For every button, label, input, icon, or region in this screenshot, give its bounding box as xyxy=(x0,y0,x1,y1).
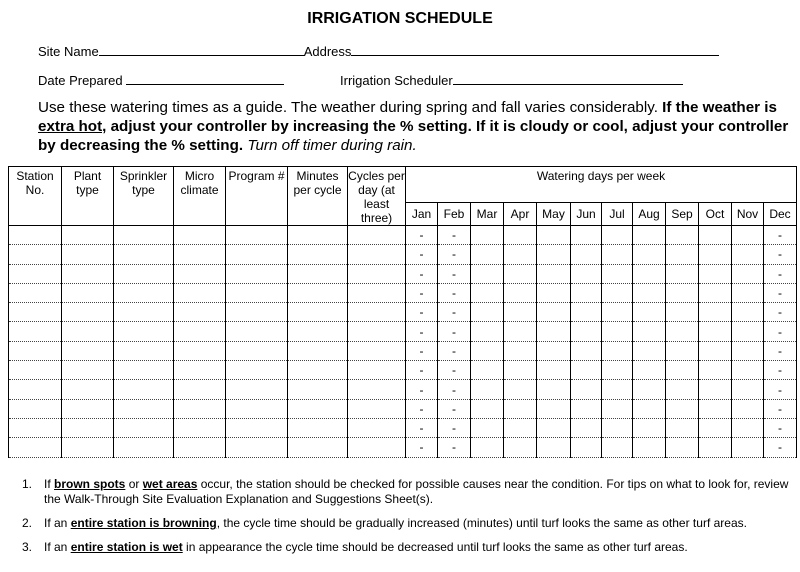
site-name-field[interactable] xyxy=(99,42,304,56)
month-header-apr: Apr xyxy=(504,203,537,226)
schedule-cell[interactable] xyxy=(62,418,114,437)
month-header-mar: Mar xyxy=(471,203,504,226)
table-row xyxy=(9,399,797,418)
schedule-cell[interactable] xyxy=(226,303,288,322)
day-cell[interactable] xyxy=(504,341,537,360)
day-cell[interactable] xyxy=(699,322,732,341)
day-cell[interactable] xyxy=(471,341,504,360)
schedule-cell[interactable] xyxy=(226,399,288,418)
day-cell[interactable] xyxy=(471,361,504,380)
note-emphasis: entire station is browning xyxy=(70,516,217,530)
day-cell[interactable]: - xyxy=(406,341,438,360)
header-watering-days: Watering days per week xyxy=(406,167,797,203)
day-cell[interactable] xyxy=(471,264,504,283)
day-cell[interactable] xyxy=(732,245,764,264)
day-cell[interactable] xyxy=(571,283,602,302)
day-cell[interactable] xyxy=(633,283,666,302)
day-cell[interactable]: - xyxy=(406,245,438,264)
day-cell[interactable] xyxy=(537,361,571,380)
note-emphasis: brown spots xyxy=(54,477,126,491)
day-cell[interactable] xyxy=(699,283,732,302)
month-header-nov: Nov xyxy=(732,203,764,226)
day-cell[interactable]: - xyxy=(764,322,797,341)
schedule-cell[interactable] xyxy=(9,264,62,283)
day-cell[interactable] xyxy=(602,418,633,437)
date-prepared-field[interactable] xyxy=(126,71,284,85)
schedule-cell[interactable] xyxy=(62,245,114,264)
schedule-cell[interactable] xyxy=(62,264,114,283)
day-cell[interactable] xyxy=(732,380,764,399)
day-cell[interactable] xyxy=(571,245,602,264)
day-cell[interactable] xyxy=(504,283,537,302)
schedule-cell[interactable] xyxy=(174,399,226,418)
schedule-cell[interactable] xyxy=(114,322,174,341)
schedule-cell[interactable] xyxy=(114,341,174,360)
day-cell[interactable]: - xyxy=(438,322,471,341)
schedule-cell[interactable] xyxy=(114,380,174,399)
day-cell[interactable] xyxy=(471,380,504,399)
schedule-cell[interactable] xyxy=(288,361,348,380)
day-cell[interactable] xyxy=(699,303,732,322)
schedule-cell[interactable] xyxy=(114,418,174,437)
day-cell[interactable] xyxy=(666,380,699,399)
day-cell[interactable] xyxy=(602,245,633,264)
month-header-oct: Oct xyxy=(699,203,732,226)
day-cell[interactable] xyxy=(602,303,633,322)
address-field[interactable] xyxy=(351,42,719,56)
schedule-cell[interactable] xyxy=(348,283,406,302)
day-cell[interactable] xyxy=(602,341,633,360)
schedule-cell[interactable] xyxy=(348,418,406,437)
table-row xyxy=(9,418,797,437)
day-cell[interactable]: - xyxy=(406,361,438,380)
schedule-cell[interactable] xyxy=(62,322,114,341)
month-header-jul: Jul xyxy=(602,203,633,226)
day-cell[interactable] xyxy=(537,245,571,264)
schedule-cell[interactable] xyxy=(174,341,226,360)
day-cell[interactable] xyxy=(732,226,764,245)
schedule-cell[interactable] xyxy=(348,341,406,360)
day-cell[interactable]: - xyxy=(764,399,797,418)
day-cell[interactable]: - xyxy=(764,341,797,360)
schedule-cell[interactable] xyxy=(348,438,406,457)
schedule-cell[interactable] xyxy=(114,438,174,457)
day-cell[interactable] xyxy=(732,303,764,322)
schedule-cell[interactable] xyxy=(62,303,114,322)
note-text: or xyxy=(125,477,143,491)
day-cell[interactable] xyxy=(732,438,764,457)
schedule-cell[interactable] xyxy=(114,264,174,283)
schedule-cell[interactable] xyxy=(288,438,348,457)
schedule-cell[interactable] xyxy=(348,361,406,380)
note-3 xyxy=(22,540,797,555)
day-cell[interactable]: - xyxy=(406,226,438,245)
schedule-table xyxy=(8,166,797,458)
day-cell[interactable]: - xyxy=(406,438,438,457)
day-cell[interactable]: - xyxy=(764,418,797,437)
day-cell[interactable] xyxy=(699,438,732,457)
day-cell[interactable] xyxy=(666,418,699,437)
schedule-cell[interactable] xyxy=(62,226,114,245)
schedule-cell[interactable] xyxy=(174,226,226,245)
day-cell[interactable] xyxy=(732,399,764,418)
schedule-cell[interactable] xyxy=(174,283,226,302)
day-cell[interactable] xyxy=(666,322,699,341)
note-text: occur, the station should be checked for possible causes near the condition. For tips on what to look for, review the Walk-Through Site Evaluation Explanation and Suggestions Sheet(s). xyxy=(44,477,789,506)
guide-paragraph xyxy=(38,98,794,155)
day-cell[interactable] xyxy=(537,264,571,283)
day-cell[interactable] xyxy=(699,341,732,360)
note-1 xyxy=(22,477,797,507)
schedule-cell[interactable] xyxy=(174,322,226,341)
day-cell[interactable]: - xyxy=(438,245,471,264)
day-cell[interactable]: - xyxy=(438,399,471,418)
guide-text-5: Turn off timer during rain. xyxy=(247,137,417,154)
schedule-cell[interactable] xyxy=(226,418,288,437)
day-cell[interactable] xyxy=(471,303,504,322)
month-header-may: May xyxy=(537,203,571,226)
day-cell[interactable] xyxy=(571,264,602,283)
notes-list xyxy=(22,477,797,564)
schedule-cell[interactable] xyxy=(114,303,174,322)
schedule-cell[interactable] xyxy=(288,226,348,245)
day-cell[interactable] xyxy=(633,438,666,457)
day-cell[interactable] xyxy=(732,341,764,360)
day-cell[interactable] xyxy=(471,399,504,418)
day-cell[interactable] xyxy=(504,245,537,264)
month-header-sep: Sep xyxy=(666,203,699,226)
day-cell[interactable]: - xyxy=(406,399,438,418)
schedule-cell[interactable] xyxy=(114,245,174,264)
day-cell[interactable]: - xyxy=(438,283,471,302)
schedule-cell[interactable] xyxy=(9,399,62,418)
day-cell[interactable] xyxy=(732,283,764,302)
day-cell[interactable] xyxy=(633,264,666,283)
day-cell[interactable] xyxy=(471,283,504,302)
note-text: If xyxy=(44,477,55,491)
day-cell[interactable] xyxy=(537,303,571,322)
month-header-aug: Aug xyxy=(633,203,666,226)
schedule-cell[interactable] xyxy=(226,341,288,360)
schedule-cell[interactable] xyxy=(348,264,406,283)
day-cell[interactable] xyxy=(602,322,633,341)
day-cell[interactable] xyxy=(666,245,699,264)
schedule-cell[interactable] xyxy=(288,341,348,360)
day-cell[interactable]: - xyxy=(764,264,797,283)
schedule-cell[interactable] xyxy=(226,283,288,302)
table-row xyxy=(9,341,797,360)
schedule-cell[interactable] xyxy=(288,264,348,283)
schedule-cell[interactable] xyxy=(226,264,288,283)
day-cell[interactable] xyxy=(571,303,602,322)
schedule-cell[interactable] xyxy=(348,380,406,399)
schedule-cell[interactable] xyxy=(114,283,174,302)
day-cell[interactable] xyxy=(504,418,537,437)
header-minutes: Minutes per cycle xyxy=(288,167,348,226)
schedule-cell[interactable] xyxy=(226,322,288,341)
day-cell[interactable] xyxy=(602,361,633,380)
schedule-cell[interactable] xyxy=(9,283,62,302)
schedule-cell[interactable] xyxy=(288,283,348,302)
day-cell[interactable] xyxy=(633,245,666,264)
address-label: Address xyxy=(303,44,352,59)
guide-text-2: If the weather is xyxy=(662,99,777,116)
schedule-cell[interactable] xyxy=(174,418,226,437)
table-row xyxy=(9,361,797,380)
day-cell[interactable] xyxy=(504,226,537,245)
note-text: If an xyxy=(44,516,71,530)
schedule-cell[interactable] xyxy=(174,438,226,457)
note-number: 3. xyxy=(22,540,33,554)
table-row xyxy=(9,380,797,399)
day-cell[interactable]: - xyxy=(438,303,471,322)
day-cell[interactable]: - xyxy=(764,361,797,380)
guide-text-4: adjust your controller by increasing the % setting. If it is cloudy or cool, adjust your controller by decreasing the % setting. xyxy=(38,118,789,154)
header-station: Station No. xyxy=(9,167,62,226)
day-cell[interactable] xyxy=(666,399,699,418)
day-cell[interactable] xyxy=(699,418,732,437)
day-cell[interactable] xyxy=(537,283,571,302)
day-cell[interactable] xyxy=(571,399,602,418)
schedule-cell[interactable] xyxy=(226,380,288,399)
month-header-jun: Jun xyxy=(571,203,602,226)
day-cell[interactable] xyxy=(571,418,602,437)
schedule-cell[interactable] xyxy=(348,226,406,245)
schedule-cell[interactable] xyxy=(114,226,174,245)
day-cell[interactable] xyxy=(571,341,602,360)
day-cell[interactable]: - xyxy=(764,303,797,322)
date-row xyxy=(38,71,284,88)
day-cell[interactable] xyxy=(633,226,666,245)
day-cell[interactable] xyxy=(633,322,666,341)
day-cell[interactable] xyxy=(699,245,732,264)
site-name-label: Site Name xyxy=(38,44,99,59)
schedule-cell[interactable] xyxy=(9,341,62,360)
day-cell[interactable] xyxy=(732,322,764,341)
day-cell[interactable] xyxy=(699,380,732,399)
day-cell[interactable]: - xyxy=(764,438,797,457)
day-cell[interactable]: - xyxy=(406,303,438,322)
schedule-cell[interactable] xyxy=(62,283,114,302)
day-cell[interactable] xyxy=(732,361,764,380)
day-cell[interactable] xyxy=(537,322,571,341)
day-cell[interactable] xyxy=(504,361,537,380)
day-cell[interactable]: - xyxy=(438,361,471,380)
day-cell[interactable] xyxy=(666,283,699,302)
schedule-cell[interactable] xyxy=(62,361,114,380)
schedule-cell[interactable] xyxy=(288,322,348,341)
day-cell[interactable] xyxy=(666,264,699,283)
day-cell[interactable] xyxy=(633,399,666,418)
note-text: If an xyxy=(44,540,71,554)
schedule-cell[interactable] xyxy=(348,245,406,264)
day-cell[interactable]: - xyxy=(438,341,471,360)
guide-text-1: Use these watering times as a guide. The weather during spring and fall varies considerably. xyxy=(38,99,658,116)
schedule-cell[interactable] xyxy=(226,226,288,245)
schedule-cell[interactable] xyxy=(348,399,406,418)
page-title: IRRIGATION SCHEDULE xyxy=(307,10,493,27)
table-row xyxy=(9,283,797,302)
day-cell[interactable] xyxy=(571,226,602,245)
day-cell[interactable] xyxy=(504,380,537,399)
day-cell[interactable] xyxy=(471,438,504,457)
schedule-cell[interactable] xyxy=(174,264,226,283)
day-cell[interactable] xyxy=(571,361,602,380)
day-cell[interactable]: - xyxy=(438,418,471,437)
day-cell[interactable]: - xyxy=(406,264,438,283)
day-cell[interactable]: - xyxy=(764,380,797,399)
day-cell[interactable]: - xyxy=(764,283,797,302)
day-cell[interactable] xyxy=(699,399,732,418)
schedule-cell[interactable] xyxy=(9,361,62,380)
day-cell[interactable]: - xyxy=(764,226,797,245)
day-cell[interactable] xyxy=(537,341,571,360)
guide-text-3: extra hot, xyxy=(38,118,107,135)
day-cell[interactable] xyxy=(666,438,699,457)
day-cell[interactable] xyxy=(633,418,666,437)
day-cell[interactable] xyxy=(537,399,571,418)
schedule-cell[interactable] xyxy=(9,226,62,245)
table-row xyxy=(9,322,797,341)
day-cell[interactable] xyxy=(602,399,633,418)
day-cell[interactable] xyxy=(633,361,666,380)
day-cell[interactable] xyxy=(571,380,602,399)
schedule-cell[interactable] xyxy=(174,380,226,399)
day-cell[interactable]: - xyxy=(438,226,471,245)
day-cell[interactable] xyxy=(666,341,699,360)
day-cell[interactable] xyxy=(633,303,666,322)
day-cell[interactable]: - xyxy=(406,418,438,437)
day-cell[interactable] xyxy=(732,264,764,283)
day-cell[interactable] xyxy=(471,226,504,245)
day-cell[interactable]: - xyxy=(406,283,438,302)
day-cell[interactable] xyxy=(666,226,699,245)
table-row xyxy=(9,438,797,457)
day-cell[interactable] xyxy=(602,264,633,283)
note-2 xyxy=(22,516,797,531)
schedule-cell[interactable] xyxy=(174,361,226,380)
day-cell[interactable] xyxy=(504,438,537,457)
day-cell[interactable] xyxy=(602,283,633,302)
day-cell[interactable] xyxy=(602,380,633,399)
schedule-cell[interactable] xyxy=(9,245,62,264)
schedule-cell[interactable] xyxy=(9,380,62,399)
day-cell[interactable] xyxy=(571,438,602,457)
schedule-cell[interactable] xyxy=(288,418,348,437)
day-cell[interactable]: - xyxy=(406,380,438,399)
day-cell[interactable] xyxy=(666,303,699,322)
schedule-cell[interactable] xyxy=(288,380,348,399)
note-emphasis: entire station is wet xyxy=(70,540,183,554)
month-header-jan: Jan xyxy=(406,203,438,226)
note-emphasis: wet areas xyxy=(142,477,198,491)
day-cell[interactable] xyxy=(504,264,537,283)
schedule-cell[interactable] xyxy=(9,418,62,437)
day-cell[interactable]: - xyxy=(406,322,438,341)
month-header-dec: Dec xyxy=(764,203,797,226)
schedule-cell[interactable] xyxy=(226,361,288,380)
day-cell[interactable] xyxy=(633,380,666,399)
scheduler-label: Irrigation Scheduler xyxy=(340,73,453,88)
header-plant-type: Plant type xyxy=(62,167,114,226)
day-cell[interactable]: - xyxy=(438,380,471,399)
schedule-cell[interactable] xyxy=(62,341,114,360)
header-program: Program # xyxy=(226,167,288,226)
note-number: 2. xyxy=(22,516,33,530)
note-text: , the cycle time should be gradually increased (minutes) until turf looks the same as other turf areas. xyxy=(216,516,747,530)
day-cell[interactable] xyxy=(633,341,666,360)
day-cell[interactable] xyxy=(537,418,571,437)
schedule-cell[interactable] xyxy=(288,399,348,418)
day-cell[interactable]: - xyxy=(438,264,471,283)
header-micro-climate: Micro climate xyxy=(174,167,226,226)
table-row xyxy=(9,226,797,245)
schedule-cell[interactable] xyxy=(174,303,226,322)
schedule-cell[interactable] xyxy=(62,399,114,418)
schedule-cell[interactable] xyxy=(226,245,288,264)
note-text: in appearance the cycle time should be decreased until turf looks the same as other turf areas. xyxy=(182,540,688,554)
schedule-cell[interactable] xyxy=(174,245,226,264)
day-cell[interactable] xyxy=(666,361,699,380)
schedule-cell[interactable] xyxy=(348,303,406,322)
month-header-feb: Feb xyxy=(438,203,471,226)
table-row xyxy=(9,264,797,283)
day-cell[interactable] xyxy=(537,438,571,457)
schedule-cell[interactable] xyxy=(288,245,348,264)
day-cell[interactable] xyxy=(471,245,504,264)
day-cell[interactable] xyxy=(504,322,537,341)
day-cell[interactable] xyxy=(471,322,504,341)
date-prepared-label: Date Prepared xyxy=(38,73,123,88)
site-name-row xyxy=(38,42,719,59)
day-cell[interactable] xyxy=(504,303,537,322)
day-cell[interactable] xyxy=(699,226,732,245)
day-cell[interactable] xyxy=(471,418,504,437)
day-cell[interactable] xyxy=(602,226,633,245)
day-cell[interactable]: - xyxy=(764,245,797,264)
schedule-cell[interactable] xyxy=(288,303,348,322)
note-number: 1. xyxy=(22,477,33,491)
day-cell[interactable]: - xyxy=(438,438,471,457)
day-cell[interactable] xyxy=(504,399,537,418)
table-row xyxy=(9,303,797,322)
day-cell[interactable] xyxy=(699,361,732,380)
day-cell[interactable] xyxy=(571,322,602,341)
schedule-cell[interactable] xyxy=(114,399,174,418)
day-cell[interactable] xyxy=(602,438,633,457)
day-cell[interactable] xyxy=(537,380,571,399)
schedule-cell[interactable] xyxy=(9,322,62,341)
schedule-cell[interactable] xyxy=(62,380,114,399)
schedule-cell[interactable] xyxy=(9,303,62,322)
scheduler-field[interactable] xyxy=(453,71,683,85)
schedule-cell[interactable] xyxy=(114,361,174,380)
schedule-cell[interactable] xyxy=(62,438,114,457)
day-cell[interactable] xyxy=(537,226,571,245)
schedule-cell[interactable] xyxy=(9,438,62,457)
scheduler-row xyxy=(340,71,683,88)
schedule-cell[interactable] xyxy=(226,438,288,457)
schedule-cell[interactable] xyxy=(348,322,406,341)
day-cell[interactable] xyxy=(732,418,764,437)
day-cell[interactable] xyxy=(699,264,732,283)
table-row xyxy=(9,245,797,264)
header-cycles: Cycles per day (at least three) xyxy=(348,167,406,226)
header-sprinkler-type: Sprinkler type xyxy=(114,167,174,226)
